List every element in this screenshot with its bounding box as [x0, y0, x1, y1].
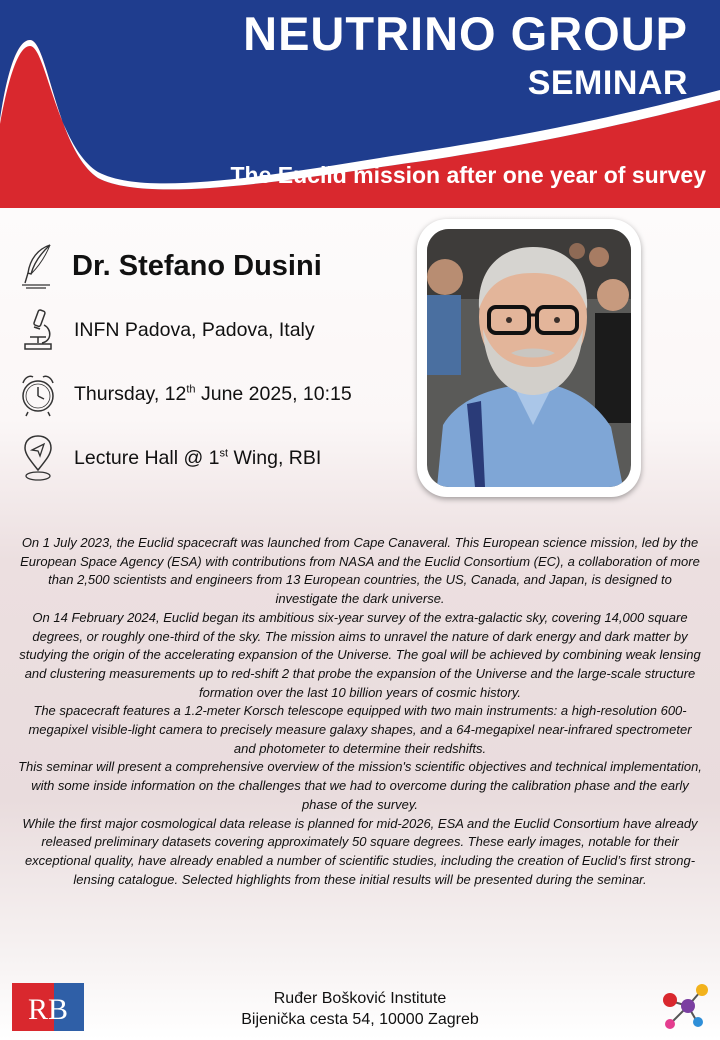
abstract-paragraph: This seminar will present a comprehensive overview of the mission's scientific objectives and technical implementation, with some inside information on the challenges that we had to overcome during the calibration phase and the early phase of the survey.	[18, 759, 702, 812]
speaker-photo-frame	[417, 219, 641, 497]
location-wing-text: Wing, RBI	[228, 446, 322, 469]
speaker-row	[18, 238, 322, 294]
location-ordinal: st	[219, 447, 229, 459]
institute-street: Bijenička cesta 54, 10000 Zagreb	[241, 1011, 479, 1028]
date-time-text: June 2025, 10:15	[195, 382, 352, 405]
location-text: Lecture Hall @ 1	[74, 446, 220, 469]
talk-title: The Euclid mission after one year of survey	[230, 162, 706, 188]
seminar-series-title: NEUTRINO GROUP	[243, 7, 688, 60]
abstract-paragraph: On 1 July 2023, the Euclid spacecraft was launched from Cape Canaveral. This European science mission, led by the European Space Agency (ESA) with contributions from NASA and the Euclid Consortium (EC), a collaboration of more than 2,500 scientists and engineers from 13 European countries, the US, Canada, and Japan, is designed to investigate the dark universe.	[20, 535, 700, 607]
rbi-logo-text: RB	[27, 993, 69, 1026]
date-ordinal: th	[186, 383, 196, 395]
seminar-location	[74, 447, 321, 470]
abstract-paragraph: The spacecraft features a 1.2-meter Korsch telescope equipped with two main instruments: a high-resolution 600-megapixel visible-light camera to precisely measure galaxy shapes, and a 64-megapixel near-infrared spectrometer and photometer to determine their redshifts.	[28, 703, 692, 756]
affiliation-row	[18, 302, 315, 358]
abstract-paragraph: On 14 February 2024, Euclid began its ambitious six-year survey of the extra-galactic sky, covering 14,000 square degrees, or roughly one-third of the sky. The mission aims to unravel the nature of dark energy and dark matter by studying the origin of the accelerating expansion of the Universe. The goal will be achieved by combining weak lensing and clustering measurements up to red-shift 2 that probe the expansion of the Universe and the large-scale structure formation over the last 10 billion years of cosmic history.	[19, 609, 701, 700]
microscope-icon	[18, 306, 58, 354]
neutrino-group-logo	[658, 980, 712, 1039]
seminar-date-time	[74, 383, 352, 406]
date-text: Thursday, 12	[74, 382, 187, 405]
seminar-label: SEMINAR	[527, 64, 688, 102]
date-row	[18, 366, 352, 422]
location-row	[18, 430, 321, 486]
abstract-paragraph: While the first major cosmological data release is planned for mid-2026, ESA and the Euclid Consortium have already released preliminary datasets covering approximately 50 square degrees. These early images, notable for their exceptional quality, have already enabled a number of scientific studies, including the creation of Euclid’s first strong-lensing catalogue. Selected highlights from these initial results will be presented during the seminar.	[22, 815, 698, 887]
institute-name: Ruđer Bošković Institute	[273, 990, 447, 1007]
alarm-clock-icon	[18, 370, 58, 418]
speaker-name: Dr. Stefano Dusini	[72, 249, 322, 282]
seminar-abstract	[18, 534, 702, 889]
speaker-affiliation: INFN Padova, Padova, Italy	[74, 318, 315, 341]
quill-icon	[18, 242, 58, 290]
location-pin-icon	[18, 434, 58, 482]
speaker-photo	[427, 229, 631, 487]
header-banner	[0, 0, 720, 208]
institute-address	[0, 988, 720, 1030]
